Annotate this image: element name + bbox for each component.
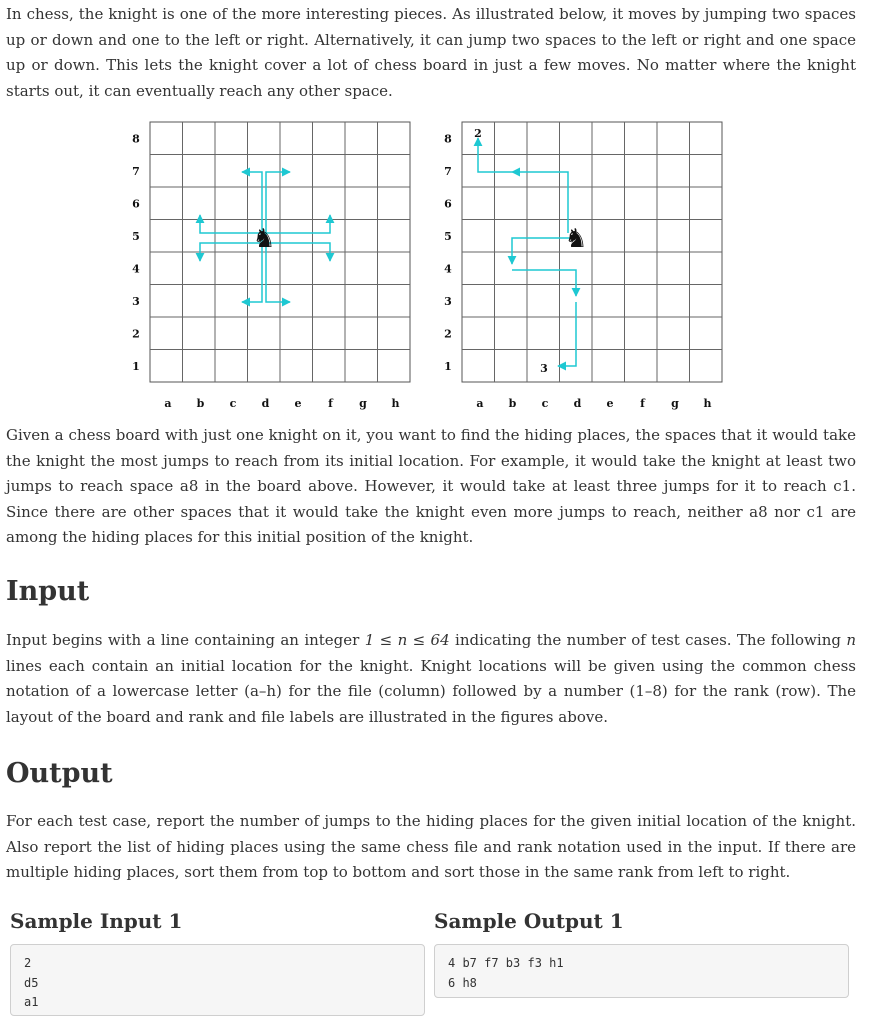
- sample-input-title: Sample Input 1: [10, 909, 183, 933]
- n-constraint: 1 ≤ n ≤ 64: [364, 631, 450, 649]
- rank-label: 6: [444, 197, 452, 211]
- rank-label: 1: [444, 359, 452, 373]
- file-label: g: [359, 397, 367, 410]
- n-variable: n: [846, 631, 857, 649]
- rank-label: 2: [132, 327, 140, 341]
- file-label: d: [261, 397, 270, 410]
- input-heading: Input: [6, 576, 90, 607]
- sample-output-title: Sample Output 1: [434, 909, 624, 933]
- right-knight-path-diagram: [432, 116, 732, 412]
- explanation-paragraph: Given a chess board with just one knight on it, you want to find the hiding places, the spaces that it would take the knight the most jumps to reach from its initial location. For example, it would take the knight at least two jumps to reach space a8 in the board above. However, it would take at least three jumps for it to reach c1. Since there are other spaces that it would take the knight even more jumps to reach, neither a8 nor c1 are among the hiding places for this initial position of the knight.: [6, 426, 856, 546]
- rank-label: 4: [132, 262, 140, 276]
- file-label: c: [541, 397, 549, 410]
- step-label-top: 2: [474, 127, 482, 140]
- file-label: h: [391, 397, 400, 410]
- sample-input-line: 2: [24, 956, 32, 970]
- output-paragraph: For each test case, report the number of jumps to the hiding places for the given initial location of the knight. Also report the list of hiding places using the same chess file and rank notation used in the input. If there are multiple hiding places, sort them from top to bottom and sort those in the same rank from left to right.: [6, 812, 856, 881]
- file-label: d: [573, 397, 582, 410]
- left-knight-moves-diagram: [120, 116, 420, 412]
- rank-label: 7: [444, 164, 452, 178]
- file-label: f: [640, 397, 645, 410]
- sample-input-line: d5: [24, 975, 39, 990]
- knight-piece-icon: ♞: [564, 224, 588, 254]
- file-label: f: [328, 397, 333, 410]
- rank-label: 5: [132, 229, 140, 243]
- rank-label: 6: [132, 197, 140, 211]
- output-heading: Output: [6, 758, 113, 789]
- rank-label: 7: [132, 164, 140, 178]
- file-label: b: [196, 397, 205, 410]
- file-label: h: [703, 397, 712, 410]
- step-label-bottom: 3: [540, 362, 548, 375]
- sample-output-box[interactable]: [434, 944, 849, 998]
- rank-label: 3: [444, 294, 452, 308]
- sample-output-line: 4 b7 f7 b3 f3 h1: [448, 956, 564, 970]
- sample-input-line: a1: [24, 995, 39, 1009]
- sample-input-box[interactable]: [10, 944, 425, 1016]
- file-label: g: [671, 397, 679, 410]
- file-label: e: [294, 397, 302, 410]
- input-paragraph: Input begins with a line containing an integer 1 ≤ n ≤ 64 indicating the number of test cases. The following n lines each contain an initial location for the knight. Knight locations will be given using the common chess notation of a lowercase letter (a–h) for the file (column) followed by a number (1–8) for the rank (row). The layout of the board and rank and file labels are illustrated in the figures above.: [6, 631, 857, 726]
- rank-label: 8: [444, 132, 452, 146]
- file-label: c: [229, 397, 237, 410]
- file-label: b: [508, 397, 517, 410]
- knight-piece-icon: ♞: [252, 224, 276, 254]
- rank-label: 2: [444, 327, 452, 341]
- file-label: e: [606, 397, 614, 410]
- file-label: a: [164, 397, 172, 410]
- rank-label: 1: [132, 359, 140, 373]
- rank-label: 8: [132, 132, 140, 146]
- intro-paragraph: In chess, the knight is one of the more interesting pieces. As illustrated below, it moves by jumping two spaces up or down and one to the left or right. Alternatively, it can jump two spaces to the left or right and one space up or down. This lets the knight cover a lot of chess board in just a few moves. No matter where the knight starts out, it can eventually reach any other space.: [6, 5, 856, 100]
- file-label: a: [476, 397, 484, 410]
- rank-label: 5: [444, 229, 452, 243]
- sample-output-line: 6 h8: [448, 975, 477, 990]
- rank-label: 3: [132, 294, 140, 308]
- rank-label: 4: [444, 262, 452, 276]
